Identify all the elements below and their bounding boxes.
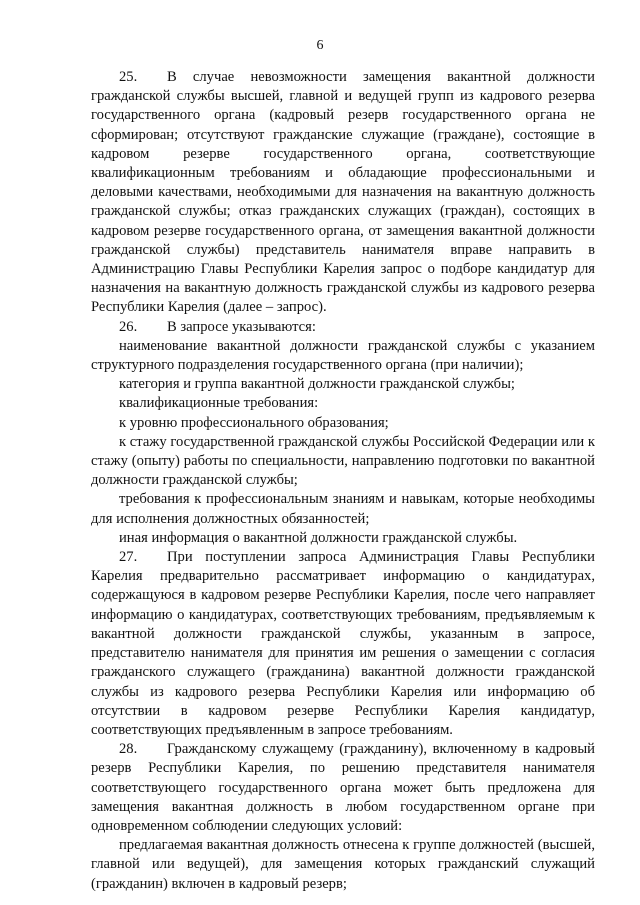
paragraph-text: В запросе указываются: <box>167 318 316 335</box>
numbered-paragraph <box>91 548 595 740</box>
paragraph-text: Гражданскому служащему (гражданину), включенному в кадровый резерв Республики Карелия, по решению представителя нанимателя соответствующего государственного органа может быть предложена для замещения вакантная должность в любом государственном органе при одновременном соблюдении следующих условий: <box>91 741 595 834</box>
paragraph-text: наименование вакантной должности гражданской службы с указанием структурного подразделения государственного органа (при наличии); <box>91 337 595 374</box>
paragraph-text: квалификационные требования: <box>119 395 319 412</box>
paragraph-number: 26. <box>119 318 138 335</box>
paragraph-number: 28. <box>119 741 138 758</box>
list-paragraph <box>91 490 595 528</box>
paragraph-text: иная информация о вакантной должности гражданской службы. <box>119 529 518 546</box>
paragraph-text: предлагаемая вакантная должность отнесена к группе должностей (высшей, главной или ведущей), для замещения которых гражданский служащий (гражданин) включен в кадровый резерв; <box>91 837 595 892</box>
numbered-paragraph <box>91 68 595 318</box>
list-paragraph <box>91 375 595 394</box>
paragraph-text: категория и группа вакантной должности гражданской службы; <box>119 376 515 393</box>
paragraph-number: 27. <box>119 549 138 566</box>
paragraph-text: к стажу государственной гражданской службы Российской Федерации или к стажу (опыту) работы по специальности, направлению подготовки по вакантной должности гражданской службы; <box>91 433 595 489</box>
page-number: 6 <box>316 38 324 53</box>
paragraph-number: 25. <box>119 69 138 85</box>
paragraph-text: требования к профессиональным знаниям и навыкам, которые необходимы для исполнения должностных обязанностей; <box>91 491 595 527</box>
paragraph-text: В случае невозможности замещения вакантной должности гражданской службы высшей, главной и ведущей групп из кадрового резерва государственного органа (кадровый резерв государственного органа не сформирован; отсутствуют гражданские служащие (граждане), состоящие в кадровом резерве государственного органа, соответствующие квалификационным требованиям и обладающие профессиональными и деловыми качествами, необходимыми для назначения на вакантную должность гражданской службы; отказ гражданских служащих (граждан), состоящих в кадровом резерве государственного органа, от замещения вакантной должности гражданской службы) представитель нанимателя вправе направить в Администрацию Главы Республики Карелия запрос о подборе кандидатур для назначения на вакантную должность гражданской службы из кадрового резерва Республики Карелия (далее – запрос). <box>91 69 595 316</box>
numbered-paragraph <box>91 740 595 836</box>
list-paragraph <box>91 836 595 894</box>
list-paragraph <box>91 529 595 548</box>
document-body <box>91 68 595 894</box>
numbered-paragraph <box>91 318 595 337</box>
list-paragraph <box>91 394 595 413</box>
list-paragraph <box>91 337 595 375</box>
list-paragraph <box>91 433 595 491</box>
paragraph-text: При поступлении запроса Администрация Главы Республики Карелия предварительно рассматривает информацию о кандидатурах, содержащуюся в кадровом резерве Республики Карелия, после чего направляет информацию о кандидатурах, соответствующих требованиям, предъявляемым к вакантной должности гражданской службы, указанным в запросе, представителю нанимателя для принятия им решения о замещении с согласия гражданского служащего (гражданина) вакантной должности гражданской службы из кадрового резерва Республики Карелия или информацию об отсутствии в кадровом резерве Республики Карелия кандидатур, соответствующих предъявленным в запросе требованиям. <box>91 549 595 738</box>
paragraph-text: к уровню профессионального образования; <box>119 414 389 431</box>
list-paragraph <box>91 414 595 433</box>
